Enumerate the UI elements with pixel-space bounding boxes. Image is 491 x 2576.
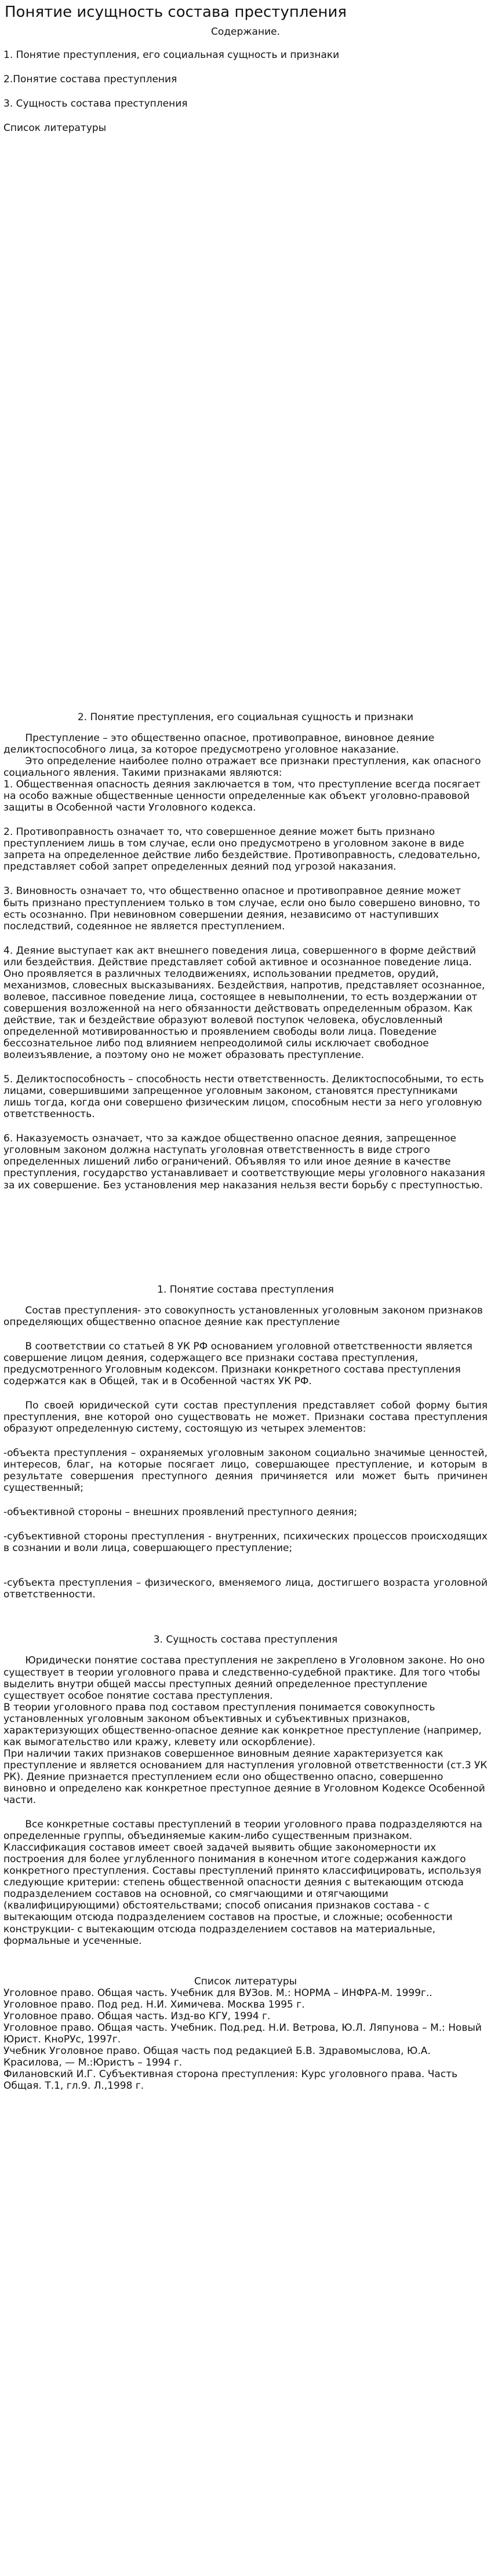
section-heading-1: 2. Понятие преступления, его социальная сущность и признаки	[77, 711, 414, 723]
blank-space	[3, 1600, 488, 1634]
blank-space	[3, 1204, 488, 1284]
paragraph: Юридически понятие состава преступления не закреплено в Уголовном законе. Но оно существует в теории уголовного права и следственно-судебной практике. Для того чтобы выделить внутри общей массы преступных деяний определенное преступление существует особое понятие состава преступления.	[3, 1655, 485, 1702]
paragraph: Состав преступления- это совокупность установленных уголовным законом признаков определяющих общественно опасное деяние как преступление	[3, 1304, 483, 1328]
reference-item: Уголовное право. Общая часть. Учебник для ВУЗов. М.: НОРМА – ИНФРА-М. 1999г.. Уголовное право. Под ред. Н.И. Химичева. Москва 1995 г.	[3, 1987, 432, 2011]
element-item: -объекта преступления – охраняемых уголовным законом социально значимые ценностей, интересов, благ, на которые посягает лицо, совершающее преступление, и которым в результате совершения преступного деяния причиняется или может быть причинен существенный;	[3, 1447, 488, 1494]
element-item: -объективной стороны – внешних проявлений преступного деяния;	[3, 1506, 358, 1519]
section-heading-2: 1. Понятие состава преступления	[157, 1283, 334, 1296]
references	[3, 1976, 488, 2092]
reference-item: Уголовное право. Общая часть. Изд-во КГУ, 1994 г.	[3, 2010, 271, 2022]
list-item: 1. Общественная опасность деяния заключается в том, что преступление всегда посягает на особо важные общественные ценности определенные как объект уголовно-правовой защиты в Особенной части Уголовного кодекса.	[3, 779, 481, 814]
reference-item: Учебник Уголовное право. Общая часть под редакцией Б.В. Здравомыслова, Ю.А. Красилова, — М.:Юристъ – 1994 г.	[3, 2045, 431, 2068]
paragraph: Все конкретные составы преступлений в теории уголовного права подразделяются на определенные группы, объединяемые каким-либо существенным признаком. Классификация составов имеет своей задачей выявить общие закономерности их построения для более углубленного понимания в конечном итоге содержания каждого конкретного преступления. Составы преступлений принято классифицировать, используя следующие критерии: степень общественной опасности деяния с вытекающим отсюда подразделением составов на основной, со смягчающими и отягчающими (квалифицирующими) обстоятельствами; способ описания признаков состава - с вытекающим отсюда подразделением составов на простые, и сложные; особенности конструкции- с вытекающим отсюда подразделением составов на материальные, формальные и усеченные.	[3, 1819, 482, 1947]
list-item: 4. Деяние выступает как акт внешнего поведения лица, совершенного в форме действий или бездействия. Действие представляет собой активное и осознанное поведение лица. Оно проявляется в различных телодвижениях, использовании предметов, орудий, механизмов, словесных высказываниях. Бездействия, напротив, представляет осознанное, волевое, пассивное поведение лица, состоящее в невыполнении, то есть воздержании от совершения возложенной на него обязанности действовать определенным образом. Как действие, так и бездействие образуют волевой поступок человека, обусловленный определенной мотивированностью и проявлением свободы воли лица. Поведение бессознательное либо под влиянием непреодолимой силы исключает свободное волеизъявление, а поэтому оно не может образовать преступление.	[3, 944, 485, 1061]
list-item: 2. Противоправность означает то, что совершенное деяние может быть признано преступлением лишь в том случае, если оно предусмотрено в уголовном законе в виде запрета на определенное действие либо бездействие. Противоправность, следовательно, представляет собой запрет определенных деяний под угрозой наказания.	[3, 826, 481, 873]
toc-heading: Содержание.	[210, 25, 281, 38]
list-item: 6. Наказуемость означает, что за каждое общественно опасное деяния, запрещенное уголовным законом должна наступать уголовная ответственность в виде строго определенных лишений либо ограничений. Объявляя то или иное деяние в качестве преступления, государство устанавливает и соответствующие меры уголовного наказания за их совершение. Без установления мер наказания нельзя вести борьбу с преступностью.	[3, 1133, 485, 1191]
toc-item: 2.Понятие состава преступления	[3, 73, 177, 85]
list-item: 3. Виновность означает то, что общественно опасное и противоправное деяние может быть признано преступлением только в том случае, если оно было совершено виновно, то есть осознанно. При невиновном совершении деяния, независимо от наступивших последствий, содеянное не является преступлением.	[3, 885, 481, 932]
reference-item: Филановский И.Г. Субъективная сторона преступления: Курс уголовного права. Часть Общая. Т.1, гл.9. Л.,1998 г.	[3, 2068, 458, 2092]
paragraph: Это определение наиболее полно отражает все признаки преступления, как опасного социального явления. Такими признаками являются:	[3, 756, 481, 779]
element-item: -субъекта преступления – физического, вменяемого лица, достигшего возраста уголовной ответственности.	[3, 1577, 488, 1601]
section-heading-3: 3. Сущность состава преступления	[153, 1634, 338, 1646]
reference-item: Уголовное право. Общая часть. Учебник. Под.ред. Н.И. Ветрова, Ю.Л. Ляпунова – М.: Новый Юрист. КноРУс, 1997г.	[3, 2022, 482, 2045]
toc-item: 3. Сущность состава преступления	[3, 97, 188, 110]
toc-item: 1. Понятие преступления, его социальная сущность и признаки	[3, 49, 340, 61]
toc-item: Список литературы	[3, 122, 107, 134]
paragraph: В теории уголовного права под составом преступления понимается совокупность установленных уголовным законом объективных и субъективных признаков, характеризующих общественно-опасное деяние как конкретное преступление (например, как вымогательство или кражу, клевету или оскорбление).	[3, 1701, 482, 1748]
blank-space	[3, 147, 488, 711]
paragraph: По своей юридической сути состав преступления представляет собой форму бытия преступления, вне которой оно существовать не может. Признаки состава преступления образуют определенную систему, состоящую из четырех элементов:	[3, 1399, 488, 1435]
references-heading: Список литературы	[194, 1975, 297, 1987]
document-page	[0, 3, 491, 2576]
paragraph: При наличии таких признаков совершенное виновным деяние характеризуется как преступление и является основанием для наступления уголовной ответственности (ст.3 УК РК). Деяние признается преступлением если оно общественно опасно, совершенно виновно и определено как конкретное преступное деяние в Уголовном Кодексе Особенной части.	[3, 1747, 488, 1807]
element-item: -субъективной стороны преступления - внутренних, психических процессов происходящих в сознании и воли лица, совершающего преступление;	[3, 1531, 488, 1555]
list-item: 5. Деликтоспособность – способность нести ответственность. Деликтоспособными, то есть лицами, совершившими запрещенное уголовным законом, становятся преступниками лишь тогда, когда они совершено физическим лицом, способным нести за него уголовную ответственность.	[3, 1074, 484, 1121]
blank-space	[3, 1947, 488, 1976]
page-title: Понятие исущность состава преступления	[5, 3, 347, 21]
paragraph: Преступление – это общественно опасное, противоправное, виновное деяние деликтоспособного лица, за которое предусмотрено уголовное наказание.	[3, 732, 435, 756]
paragraph: В соответствии со статьей 8 УК РФ основанием уголовной ответственности является совершение лицом деяния, содержащего все признаки состава преступления, предусмотренного Уголовным кодексом. Признаки конкретного состава преступления содержатся как в Общей, так и в Особенной частях УК РФ.	[3, 1340, 472, 1387]
